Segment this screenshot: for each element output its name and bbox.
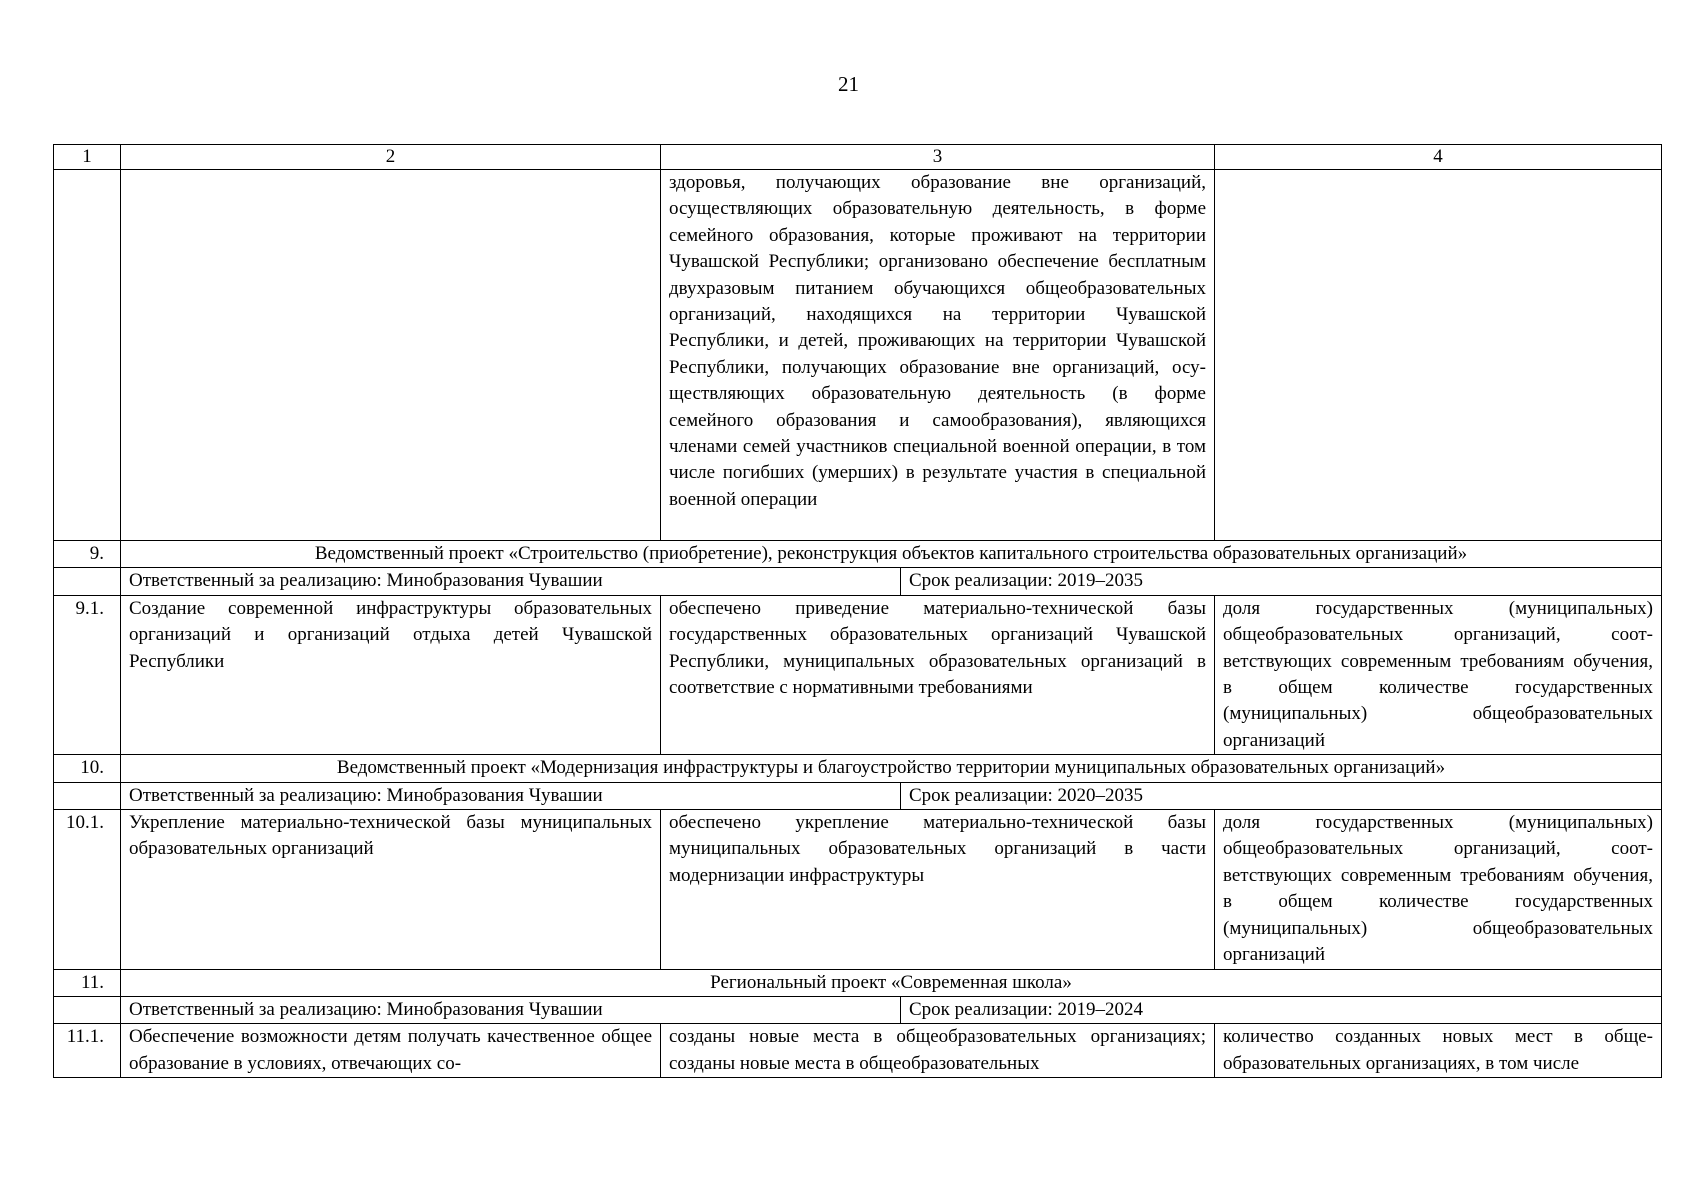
section-title: Ведомственный проект «Строительство (приобретение), реконструкция объектов капитального строительства образовательных организаций» bbox=[121, 541, 1662, 568]
section-title-row bbox=[54, 969, 1662, 996]
section-title-row bbox=[54, 541, 1662, 568]
section-title-row bbox=[54, 755, 1662, 782]
section-number: 11. bbox=[54, 969, 121, 996]
row-task: Обеспечение возможности детям получать качественное общее образование в условиях, отвечающих со- bbox=[121, 1024, 661, 1078]
cell-empty bbox=[54, 782, 121, 809]
cell-task bbox=[121, 170, 661, 541]
responsible-label: Ответственный за реализацию: Минобразования Чувашии bbox=[121, 782, 901, 809]
row-indicator: доля государственных (муниципальных) общеобразовательных организаций, соответствующих современным требованиям обучения, в общем количестве государственных (муниципальных) общеобразовательных организаций bbox=[1215, 810, 1662, 969]
cell-result: здоровья, получающих образование вне организаций, осуществляющих образовательную деятельность, в форме семейного образования, которые проживают на территории Чувашской Республики; организовано обеспечение бесплатным двухразовым питанием обучающихся общеобразовательных организаций, находящихся на территории Чувашской Республики, и детей, проживающих на территории Чувашской Республики, получающих образование вне организаций, осуществляющих образовательную деятельность (в форме семейного образования и самообразования), являющихся членами семей участников специальной военной операции, в том числе погибших (умерших) в результате участия в специальной военной операции bbox=[661, 170, 1215, 541]
header-col-2: 2 bbox=[121, 145, 661, 170]
continuation-row bbox=[54, 170, 1662, 541]
cell-empty bbox=[54, 568, 121, 595]
row-number: 11.1. bbox=[54, 1024, 121, 1078]
section-title: Ведомственный проект «Модернизация инфраструктуры и благоустройство территории муниципальных образовательных организаций» bbox=[121, 755, 1662, 782]
cell-empty bbox=[54, 996, 121, 1023]
term-label: Срок реализации: 2019–2035 bbox=[901, 568, 1662, 595]
cell-num bbox=[54, 170, 121, 541]
section-number: 10. bbox=[54, 755, 121, 782]
table-row bbox=[54, 1024, 1662, 1078]
row-indicator: доля государственных (муниципальных) общеобразовательных организаций, соответствующих современным требованиям обучения, в общем количестве государственных (муниципальных) общеобразовательных организаций bbox=[1215, 595, 1662, 754]
section-title: Региональный проект «Современная школа» bbox=[121, 969, 1662, 996]
header-col-1: 1 bbox=[54, 145, 121, 170]
row-task: Укрепление материально-технической базы муниципальных образовательных организаций bbox=[121, 810, 661, 969]
table-row bbox=[54, 595, 1662, 754]
section-responsible-row bbox=[54, 782, 1662, 809]
responsible-label: Ответственный за реализацию: Минобразования Чувашии bbox=[121, 996, 901, 1023]
header-col-3: 3 bbox=[661, 145, 1215, 170]
row-result: созданы новые места в общеобразовательных организациях; созданы новые места в общеобразовательных bbox=[661, 1024, 1215, 1078]
section-number: 9. bbox=[54, 541, 121, 568]
term-label: Срок реализации: 2019–2024 bbox=[901, 996, 1662, 1023]
row-task: Создание современной инфраструктуры образовательных организаций и организаций отдыха детей Чувашской Республики bbox=[121, 595, 661, 754]
row-indicator: количество созданных новых мест в общеобразовательных организациях, в том числе bbox=[1215, 1024, 1662, 1078]
header-col-4: 4 bbox=[1215, 145, 1662, 170]
cell-indicator bbox=[1215, 170, 1662, 541]
row-result: обеспечено приведение материально-технической базы государственных образовательных организаций Чувашской Республики, муниципальных образовательных организаций в соответствие с нормативными требованиями bbox=[661, 595, 1215, 754]
row-number: 10.1. bbox=[54, 810, 121, 969]
program-table bbox=[53, 144, 1662, 1078]
section-responsible-row bbox=[54, 996, 1662, 1023]
section-responsible-row bbox=[54, 568, 1662, 595]
page-number: 21 bbox=[838, 72, 859, 96]
table-row bbox=[54, 810, 1662, 969]
table-header-row bbox=[54, 145, 1662, 170]
row-result: обеспечено укрепление материально-технической базы муниципальных образовательных организаций в части модернизации инфраструктуры bbox=[661, 810, 1215, 969]
term-label: Срок реализации: 2020–2035 bbox=[901, 782, 1662, 809]
responsible-label: Ответственный за реализацию: Минобразования Чувашии bbox=[121, 568, 901, 595]
row-number: 9.1. bbox=[54, 595, 121, 754]
